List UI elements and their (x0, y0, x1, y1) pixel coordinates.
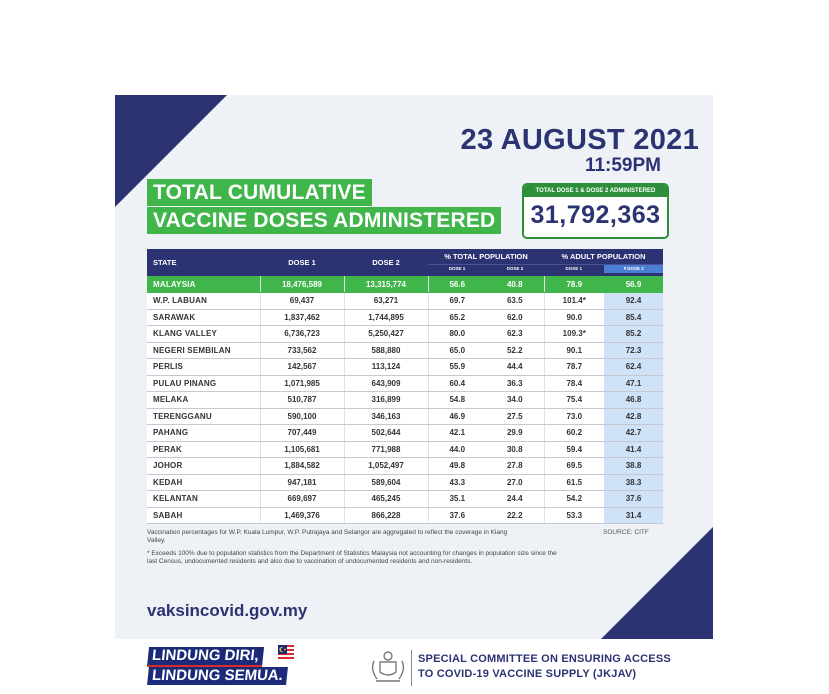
cell-dose2: 502,644 (344, 425, 428, 442)
cell-total-dose1: 55.9 (428, 359, 486, 376)
cell-total-dose1: 69.7 (428, 293, 486, 310)
cell-total-dose2: 44.4 (486, 359, 544, 376)
title-line-1: TOTAL CUMULATIVE (147, 179, 372, 206)
cell-adult-dose1: 54.2 (544, 491, 604, 508)
cell-total-dose1: 65.2 (428, 309, 486, 326)
col-adult-dose2-sorted: ▼DOSE 2 (604, 265, 664, 273)
slogan-line-2: LINDUNG SEMUA. (147, 667, 288, 685)
cell-dose2: 316,899 (344, 392, 428, 409)
cell-total-dose1: 49.8 (428, 458, 486, 475)
cell-state: TERENGGANU (147, 408, 260, 425)
cell-state: W.P. LABUAN (147, 293, 260, 310)
cell-dose1: 69,437 (260, 293, 344, 310)
cell-adult-dose1: 73.0 (544, 408, 604, 425)
cell-adult-dose2: 31.4 (604, 507, 663, 524)
source-label: SOURCE: CITF (603, 529, 649, 536)
cell-dose2: 643,909 (344, 375, 428, 392)
cell-state: JOHOR (147, 458, 260, 475)
col-adult-population: % ADULT POPULATION DOSE 1 ▼DOSE 2 (544, 249, 663, 276)
cell-dose2: 13,315,774 (344, 276, 428, 293)
cell-adult-dose1: 78.7 (544, 359, 604, 376)
table-row (147, 491, 663, 508)
col-state: STATE (153, 258, 177, 267)
cell-dose1: 510,787 (260, 392, 344, 409)
report-date: 23 AUGUST 2021 (460, 124, 699, 156)
cell-total-dose1: 43.3 (428, 474, 486, 491)
table-row (147, 309, 663, 326)
footer-divider (411, 650, 412, 686)
table-row (147, 359, 663, 376)
cell-adult-dose2: 56.9 (604, 276, 663, 293)
page-title (147, 179, 501, 234)
cell-adult-dose1: 69.5 (544, 458, 604, 475)
cell-state: MELAKA (147, 392, 260, 409)
cell-state: KEDAH (147, 474, 260, 491)
committee-line-1: SPECIAL COMMITTEE ON ENSURING ACCESS (418, 653, 671, 665)
table-row (147, 441, 663, 458)
cell-total-dose1: 65.0 (428, 342, 486, 359)
cell-total-dose2: 62.0 (486, 309, 544, 326)
cell-total-dose2: 27.8 (486, 458, 544, 475)
table-row (147, 408, 663, 425)
cell-dose1: 733,562 (260, 342, 344, 359)
col-total-dose1: DOSE 1 (448, 266, 466, 271)
cell-dose1: 18,476,589 (260, 276, 344, 293)
cell-total-dose2: 34.0 (486, 392, 544, 409)
col-total-population: % TOTAL POPULATION DOSE 1 DOSE 2 (428, 249, 544, 276)
cell-adult-dose2: 85.2 (604, 326, 663, 343)
cell-adult-dose1: 78.9 (544, 276, 604, 293)
cell-total-dose2: 29.9 (486, 425, 544, 442)
cell-dose2: 1,052,497 (344, 458, 428, 475)
cell-dose1: 947,181 (260, 474, 344, 491)
cell-adult-dose1: 90.1 (544, 342, 604, 359)
cell-dose2: 866,228 (344, 507, 428, 524)
cell-state: SARAWAK (147, 309, 260, 326)
table-body (147, 276, 663, 524)
cell-adult-dose2: 47.1 (604, 375, 663, 392)
report-datetime (461, 125, 699, 177)
cell-state: KLANG VALLEY (147, 326, 260, 343)
cell-dose2: 113,124 (344, 359, 428, 376)
total-doses-box (522, 183, 669, 239)
table-row (147, 474, 663, 491)
cell-dose1: 1,469,376 (260, 507, 344, 524)
cell-dose1: 707,449 (260, 425, 344, 442)
cell-dose1: 1,884,582 (260, 458, 344, 475)
committee-line-2: TO COVID-19 VACCINE SUPPLY (JKJAV) (418, 668, 637, 680)
cell-total-dose2: 52.2 (486, 342, 544, 359)
cell-adult-dose2: 72.3 (604, 342, 663, 359)
cell-dose1: 142,567 (260, 359, 344, 376)
cell-state: PULAU PINANG (147, 375, 260, 392)
cell-total-dose2: 27.5 (486, 408, 544, 425)
col-total-dose2: DOSE 2 (506, 266, 524, 271)
slogan-logo (148, 643, 296, 689)
cell-total-dose1: 80.0 (428, 326, 486, 343)
cell-adult-dose1: 90.0 (544, 309, 604, 326)
cell-state: NEGERI SEMBILAN (147, 342, 260, 359)
committee-name (418, 652, 671, 682)
table-row (147, 293, 663, 310)
total-doses-value: 31,792,363 (530, 201, 661, 229)
cell-total-dose1: 37.6 (428, 507, 486, 524)
total-doses-label: TOTAL DOSE 1 & DOSE 2 ADMINISTERED (524, 185, 667, 197)
table-row (147, 425, 663, 442)
cell-dose2: 63,271 (344, 293, 428, 310)
website-url[interactable]: vaksincovid.gov.my (147, 601, 308, 620)
cell-adult-dose1: 59.4 (544, 441, 604, 458)
cell-dose2: 588,880 (344, 342, 428, 359)
cell-dose2: 589,604 (344, 474, 428, 491)
cell-state: MALAYSIA (147, 276, 260, 293)
cell-total-dose1: 60.4 (428, 375, 486, 392)
col-adult-dose1: DOSE 1 (565, 266, 582, 271)
slogan-line-1: LINDUNG DIRI, (147, 647, 264, 667)
cell-state: PAHANG (147, 425, 260, 442)
cell-adult-dose1: 109.3* (544, 326, 604, 343)
cell-state: PERAK (147, 441, 260, 458)
cell-adult-dose2: 38.3 (604, 474, 663, 491)
cell-adult-dose2: 46.8 (604, 392, 663, 409)
col-dose2: DOSE 2 (372, 258, 400, 267)
cell-total-dose2: 27.0 (486, 474, 544, 491)
cell-state: KELANTAN (147, 491, 260, 508)
cell-total-dose1: 44.0 (428, 441, 486, 458)
vaccination-table (147, 249, 663, 524)
footnote-exceeds-100: * Exceeds 100% due to population statistics from the Department of Statistics Malaysia not accounting for changes in population size since the last Census, undocumented residents and also due to vaccination of undocumented residents and non-residents. (147, 550, 557, 565)
cell-total-dose2: 24.4 (486, 491, 544, 508)
table-header (147, 249, 663, 276)
col-dose1: DOSE 1 (288, 258, 316, 267)
table-row (147, 326, 663, 343)
cell-total-dose2: 22.2 (486, 507, 544, 524)
cell-adult-dose2: 85.4 (604, 309, 663, 326)
cell-dose1: 6,736,723 (260, 326, 344, 343)
cell-adult-dose2: 38.8 (604, 458, 663, 475)
malaysia-flag-icon (276, 643, 296, 663)
table-row (147, 458, 663, 475)
cell-dose2: 465,245 (344, 491, 428, 508)
table-row-national (147, 276, 663, 293)
cell-adult-dose2: 37.6 (604, 491, 663, 508)
cell-total-dose2: 63.5 (486, 293, 544, 310)
cell-adult-dose1: 78.4 (544, 375, 604, 392)
cell-adult-dose2: 92.4 (604, 293, 663, 310)
corner-decoration-bottom (601, 527, 713, 639)
cell-state: SABAH (147, 507, 260, 524)
cell-total-dose2: 30.8 (486, 441, 544, 458)
cell-total-dose2: 36.3 (486, 375, 544, 392)
cell-total-dose1: 42.1 (428, 425, 486, 442)
cell-dose1: 1,837,462 (260, 309, 344, 326)
cell-dose1: 1,071,985 (260, 375, 344, 392)
cell-total-dose1: 46.9 (428, 408, 486, 425)
cell-adult-dose1: 61.5 (544, 474, 604, 491)
table-row (147, 375, 663, 392)
cell-state: PERLIS (147, 359, 260, 376)
cell-dose1: 1,105,681 (260, 441, 344, 458)
cell-adult-dose2: 42.8 (604, 408, 663, 425)
cell-dose1: 669,697 (260, 491, 344, 508)
cell-dose2: 5,250,427 (344, 326, 428, 343)
cell-adult-dose1: 53.3 (544, 507, 604, 524)
cell-total-dose1: 54.8 (428, 392, 486, 409)
cell-dose1: 590,100 (260, 408, 344, 425)
cell-adult-dose1: 60.2 (544, 425, 604, 442)
cell-adult-dose1: 101.4* (544, 293, 604, 310)
cell-total-dose1: 56.6 (428, 276, 486, 293)
cell-adult-dose2: 41.4 (604, 441, 663, 458)
cell-dose2: 771,988 (344, 441, 428, 458)
cell-adult-dose2: 42.7 (604, 425, 663, 442)
footnote-klang-valley: Vaccination percentages for W.P. Kuala Lumpur, W.P. Putrajaya and Selangor are aggregated to reflect the coverage in Klang Valley. (147, 529, 508, 544)
cell-dose2: 346,163 (344, 408, 428, 425)
coat-of-arms-icon (368, 649, 408, 685)
title-line-2: VACCINE DOSES ADMINISTERED (147, 207, 501, 234)
table-row (147, 392, 663, 409)
cell-adult-dose1: 75.4 (544, 392, 604, 409)
cell-total-dose1: 35.1 (428, 491, 486, 508)
cell-dose2: 1,744,895 (344, 309, 428, 326)
cell-adult-dose2: 62.4 (604, 359, 663, 376)
table-row (147, 342, 663, 359)
cell-total-dose2: 62.3 (486, 326, 544, 343)
table-row (147, 507, 663, 524)
cell-total-dose2: 40.8 (486, 276, 544, 293)
infographic-card (115, 95, 713, 639)
report-time: 11:59PM (584, 155, 661, 176)
